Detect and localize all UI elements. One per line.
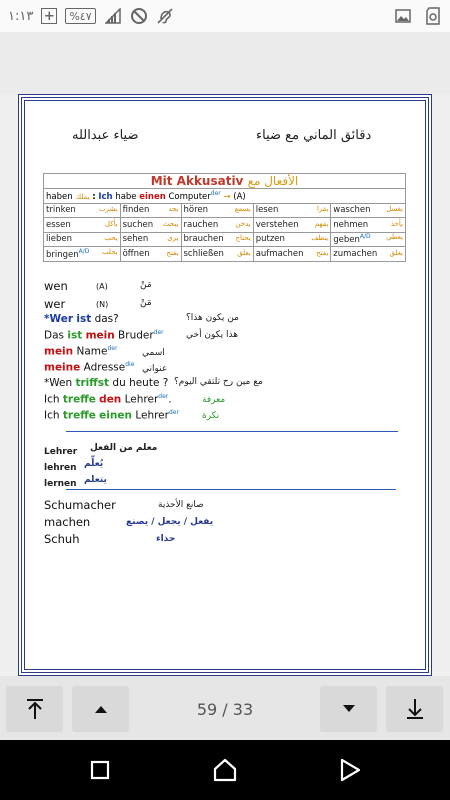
haben-habe: habe xyxy=(115,191,137,202)
header-right-title: دقائق الماني مع ضياء xyxy=(256,128,372,143)
home-button[interactable] xyxy=(210,755,240,785)
page-controls xyxy=(0,676,450,740)
wen-line: wen (A) مَنْ xyxy=(44,279,152,293)
recents-button[interactable] xyxy=(85,755,115,785)
verb-cell: geben$^{A/D}$ يعطي xyxy=(331,232,406,247)
haben-cell: haben يملك : Ich habe einen Computer$^{der}$ → (A) xyxy=(44,189,406,204)
table-row xyxy=(44,218,406,233)
vocab2-item: Schumacher صانع الأحذية xyxy=(44,498,204,512)
verb-cell: öffnen يفتح xyxy=(120,247,181,262)
table-title-de: Mit Akkusativ xyxy=(150,174,244,188)
last-page-button[interactable] xyxy=(386,686,443,732)
toolbar-area xyxy=(0,32,450,94)
previous-page-button[interactable] xyxy=(72,686,129,732)
back-button[interactable] xyxy=(335,755,365,785)
divider-2 xyxy=(66,489,396,490)
wer-line: wer (N) مَنْ xyxy=(44,297,152,311)
question-2: *Wen triffst du heute ? مع مين رح تلتقي اليوم؟ xyxy=(44,377,263,389)
haben-word: haben xyxy=(46,191,73,202)
header-left-author: ضياء عبدالله xyxy=(72,128,139,143)
page-indicator: 59 / 33 xyxy=(196,700,254,719)
bringen-sup: A/D xyxy=(78,247,90,255)
verb-cell: nehmen يأخذ xyxy=(331,218,406,233)
vocab2-item: machen يفعل / يجعل / يصنع xyxy=(44,515,214,529)
verb-cell: schließen يغلق xyxy=(181,247,253,262)
verb-cell: trinken يشرب xyxy=(44,203,121,218)
haben-computer-sup: der xyxy=(210,189,221,197)
vocab2-item: Schuh حذاء xyxy=(44,532,176,546)
jump-top-icon xyxy=(23,697,47,721)
signal-icon xyxy=(104,7,122,25)
jump-bottom-icon xyxy=(403,697,427,721)
verb-cell: sehen يرى xyxy=(120,232,181,247)
haben-einen: einen xyxy=(139,191,166,202)
table-title-row xyxy=(44,174,406,189)
status-time: ١:١٣ xyxy=(8,8,34,24)
table-title xyxy=(44,174,406,189)
question-1: *Wer ist das? من يكون هذا؟ xyxy=(44,313,239,325)
verb-cell: bringen$^{A/D}$ يجلب xyxy=(44,247,121,262)
vocab1-item: Lehrer معلم من الفعل xyxy=(44,443,158,457)
haben-ar: يملك xyxy=(75,192,90,201)
haben-row xyxy=(44,189,406,204)
table-row xyxy=(44,203,406,218)
haben-sep: : xyxy=(92,191,96,202)
no-sign-icon xyxy=(130,7,148,25)
sentence-2: mein Name$^{der}$ اسمي xyxy=(44,345,165,358)
hearing-aid-icon xyxy=(156,7,174,25)
table-title-ar: الأفعال مع xyxy=(247,174,299,188)
verb-cell: suchen يبحث xyxy=(120,218,181,233)
haben-computer: Computer xyxy=(168,191,211,202)
home-icon xyxy=(212,757,238,783)
geben-sup: A/D xyxy=(359,233,371,241)
battery-level: %٤٧ xyxy=(69,9,92,23)
status-left xyxy=(8,7,174,25)
battery-icon xyxy=(65,8,95,24)
first-page-button[interactable] xyxy=(6,686,63,732)
arrow-down-icon xyxy=(342,704,356,714)
verb-cell: lieben يحب xyxy=(44,232,121,247)
verb-cell: rauchen يدخن xyxy=(181,218,253,233)
verb-cell: putzen ينظف xyxy=(253,232,331,247)
sentence-4: Ich treffe den Lehrer$^{der}$. معرفة xyxy=(44,393,226,406)
sentence-5: Ich treffe einen Lehrer$^{der}$ نكرة xyxy=(44,409,220,422)
haben-tag: (A) xyxy=(233,191,246,202)
sentence-3: meine Adresse$^{die}$ عنواني xyxy=(44,361,168,374)
verb-cell: brauchen يحتاج xyxy=(181,232,253,247)
next-page-button[interactable] xyxy=(320,686,377,732)
vocab1-item: lernen يتعلم xyxy=(44,475,107,489)
status-right xyxy=(394,7,442,25)
table-row xyxy=(44,232,406,247)
arrow-up-icon xyxy=(94,704,108,714)
verb-cell: zumachen يغلق xyxy=(331,247,406,262)
charging-plus-icon: + xyxy=(41,8,57,24)
haben-ich: Ich xyxy=(98,191,113,202)
verb-cell: lesen يقرا xyxy=(253,203,331,218)
sentence-1: Das ist mein Bruder$^{der}$ هذا يكون أخي xyxy=(44,329,238,342)
sd-card-icon xyxy=(424,7,442,25)
verb-cell: aufmachen يفتح xyxy=(253,247,331,262)
verb-cell: verstehen يفهم xyxy=(253,218,331,233)
vocab1-item: lehren يُعلِّم xyxy=(44,459,104,473)
back-triangle-icon xyxy=(339,758,361,782)
verb-cell: hören يسمع xyxy=(181,203,253,218)
table-row xyxy=(44,247,406,262)
status-bar xyxy=(0,0,450,32)
verb-cell: essen يأكل xyxy=(44,218,121,233)
verb-cell: waschen يغسل xyxy=(331,203,406,218)
system-nav-bar xyxy=(0,740,450,800)
verb-cell: finden يجد xyxy=(120,203,181,218)
recents-icon xyxy=(90,760,110,780)
verb-table xyxy=(43,173,406,262)
image-icon xyxy=(394,7,412,25)
divider-1 xyxy=(66,431,398,432)
